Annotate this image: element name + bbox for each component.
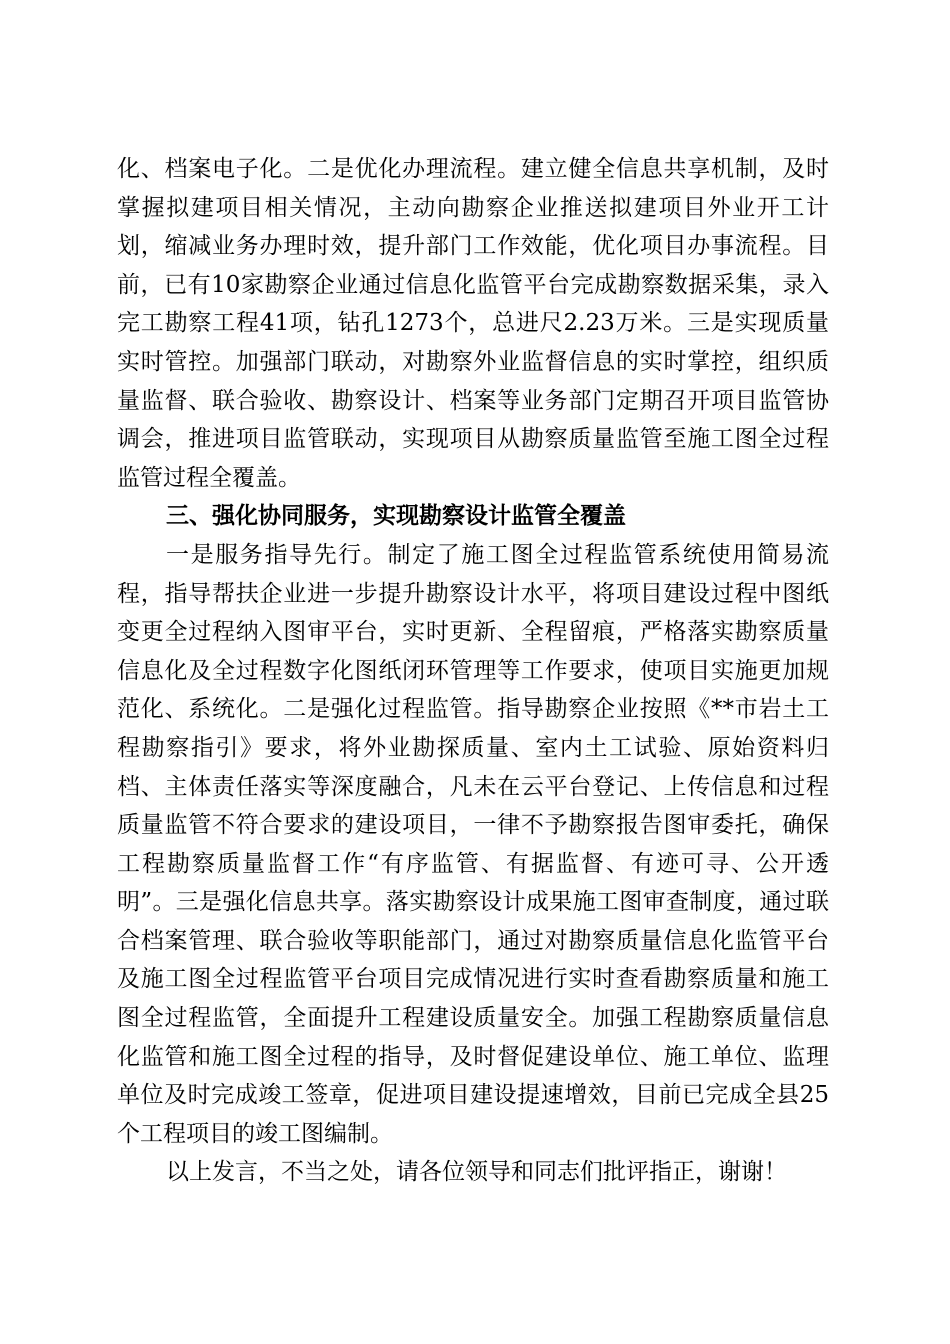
paragraph-continued: 化、档案电子化。二是优化办理流程。建立健全信息共享机制，及时掌握拟建项目相关情况，主动向勘察企业推送拟建项目外业开工计划，缩减业务办理时效，提升部门工作效能，优化项目办事流程。目前，已有10家勘察企业通过信息化监管平台完成勘察数据采集，录入完工勘察工程41项，钻孔1273个，总进尺2.23万米。三是实现质量实时管控。加强部门联动，对勘察外业监督信息的实时掌控，组织质量监督、联合验收、勘察设计、档案等业务部门定期召开项目监管协调会，推进项目监管联动，实现项目从勘察质量监管至施工图全过程监管过程全覆盖。	[117, 156, 829, 491]
document-body	[117, 150, 829, 1192]
closing-paragraph: 以上发言，不当之处，请各位领导和同志们批评指正，谢谢！	[166, 1159, 787, 1186]
paragraph-section3: 一是服务指导先行。制定了施工图全过程监管系统使用简易流程，指导帮扶企业进一步提升勘察设计水平，将项目建设过程中图纸变更全过程纳入图审平台，实时更新、全程留痕，严格落实勘察质量信息化及全过程数字化图纸闭环管理等工作要求，使项目实施更加规范化、系统化。二是强化过程监管。指导勘察企业按照《**市岩土工程勘察指引》要求，将外业勘探质量、室内土工试验、原始资料归档、主体责任落实等深度融合，凡未在云平台登记、上传信息和过程质量监管不符合要求的建设项目，一律不予勘察报告图审委托，确保工程勘察质量监督工作“有序监管、有据监督、有迹可寻、公开透明”。三是强化信息共享。落实勘察设计成果施工图审查制度，通过联合档案管理、联合验收等职能部门，通过对勘察质量信息化监管平台及施工图全过程监管平台项目完成情况进行实时查看勘察质量和施工图全过程监管，全面提升工程建设质量安全。加强工程勘察质量信息化监管和施工图全过程的指导，及时督促建设单位、施工单位、监理单位及时完成竣工签章，促进项目建设提速增效，目前已完成全县25个工程项目的竣工图编制。	[117, 541, 829, 1147]
section-heading: 三、强化协同服务，实现勘察设计监管全覆盖	[166, 503, 626, 530]
